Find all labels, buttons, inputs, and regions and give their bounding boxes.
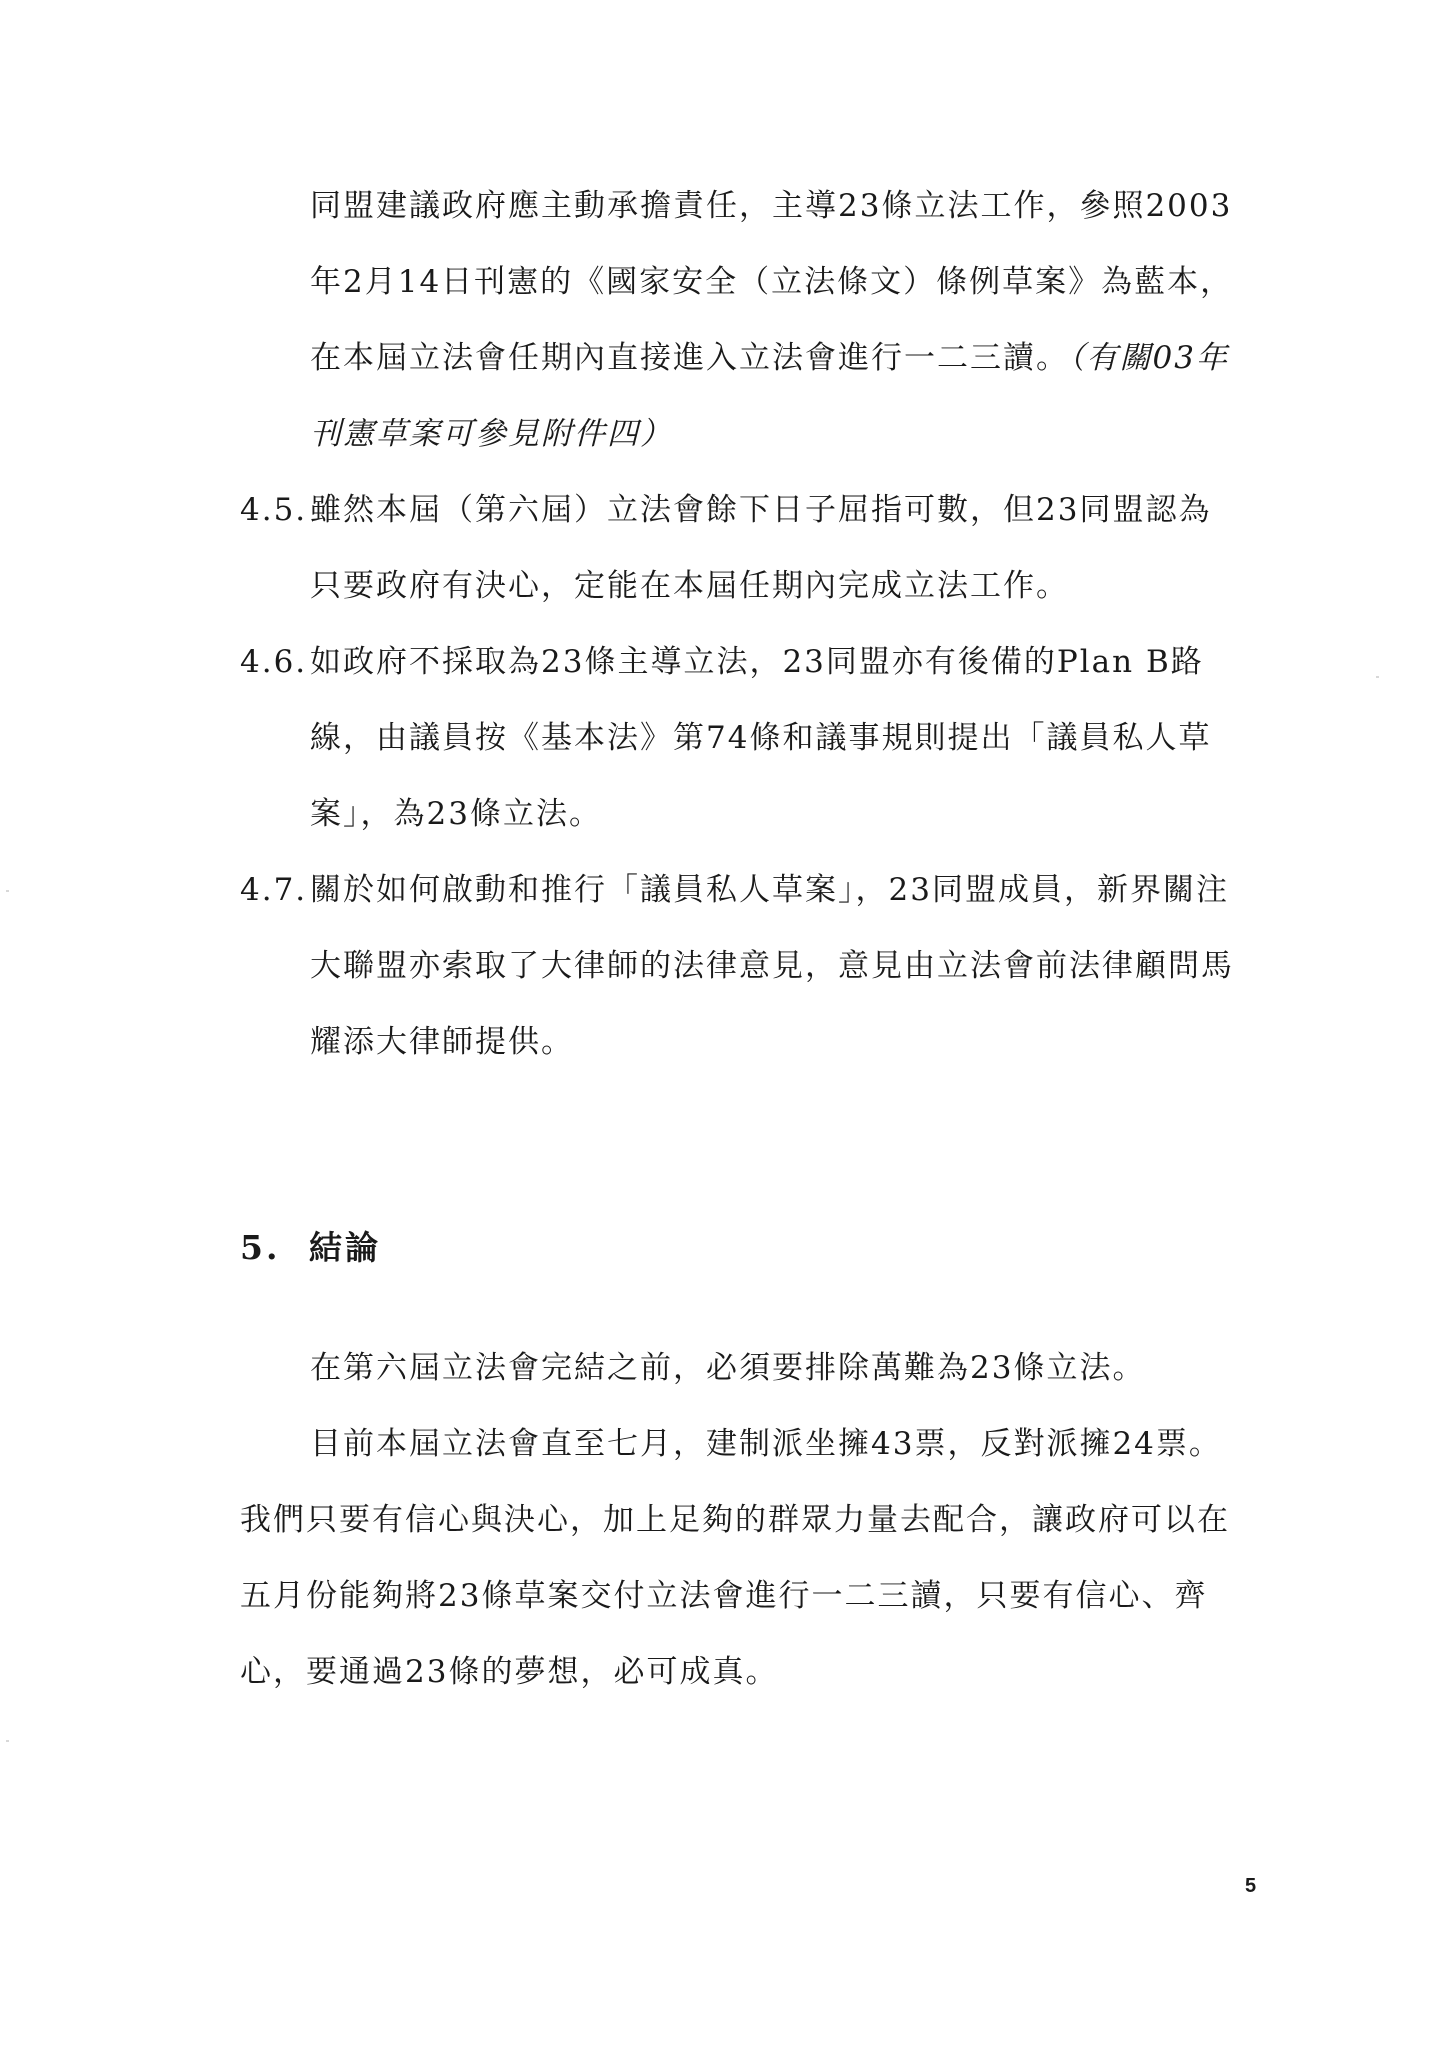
conclusion-line-1: 在第六屆立法會完結之前，必須要排除萬難為23條立法。 [310, 1350, 1146, 1386]
intro-line-2: 年2月14日刊憲的《國家安全（立法條文）條例草案》為藍本， [310, 264, 1234, 300]
item-4-5-line-1: 雖然本屆（第六屆）立法會餘下日子屈指可數，但23同盟認為 [310, 492, 1212, 528]
item-4-6-line-1: 如政府不採取為23條主導立法，23同盟亦有後備的Plan B路 [310, 644, 1204, 680]
section-heading [240, 1222, 381, 1269]
intro-line-3 [310, 338, 1246, 378]
scan-speck [1376, 676, 1379, 678]
item-4-5-number: 4.5. [240, 492, 308, 528]
scan-speck [6, 1740, 9, 1742]
item-4-7-line-3: 耀添大律師提供。 [310, 1024, 574, 1060]
item-4-7-number: 4.7. [240, 872, 308, 908]
conclusion-line-2: 目前本屆立法會直至七月，建制派坐擁43票，反對派擁24票。 [310, 1426, 1222, 1462]
item-4-6-line-3: 案」，為23條立法。 [310, 796, 602, 832]
scan-speck [6, 890, 9, 892]
intro-italic-note: （有關03年 [1069, 340, 1229, 376]
intro-italic-note-line-4: 刊憲草案可參見附件四） [310, 416, 673, 452]
item-4-5-line-2: 只要政府有決心，定能在本屆任期內完成立法工作。 [310, 568, 1069, 604]
intro-line-1: 同盟建議政府應主動承擔責任，主導23條立法工作，參照2003 [310, 188, 1233, 224]
conclusion-line-4: 五月份能夠將23條草案交付立法會進行一二三讀，只要有信心、齊 [240, 1578, 1208, 1614]
item-4-6-number: 4.6. [240, 644, 308, 680]
page-number: 5 [1245, 1875, 1257, 1897]
item-4-7-line-1: 關於如何啟動和推行「議員私人草案」，23同盟成員，新界關注 [310, 872, 1229, 908]
item-4-7-line-2: 大聯盟亦索取了大律師的法律意見，意見由立法會前法律顧問馬 [310, 948, 1234, 984]
section-title: 結論 [308, 1228, 381, 1267]
conclusion-line-3: 我們只要有信心與決心，加上足夠的群眾力量去配合，讓政府可以在 [240, 1502, 1230, 1538]
conclusion-line-5: 心，要通過23條的夢想，必可成真。 [240, 1654, 779, 1690]
section-number: 5. [240, 1228, 281, 1267]
intro-line-3-text: 在本屆立法會任期內直接進入立法會進行一二三讀。 [310, 340, 1069, 376]
item-4-6-line-2: 線，由議員按《基本法》第74條和議事規則提出「議員私人草 [310, 720, 1212, 756]
